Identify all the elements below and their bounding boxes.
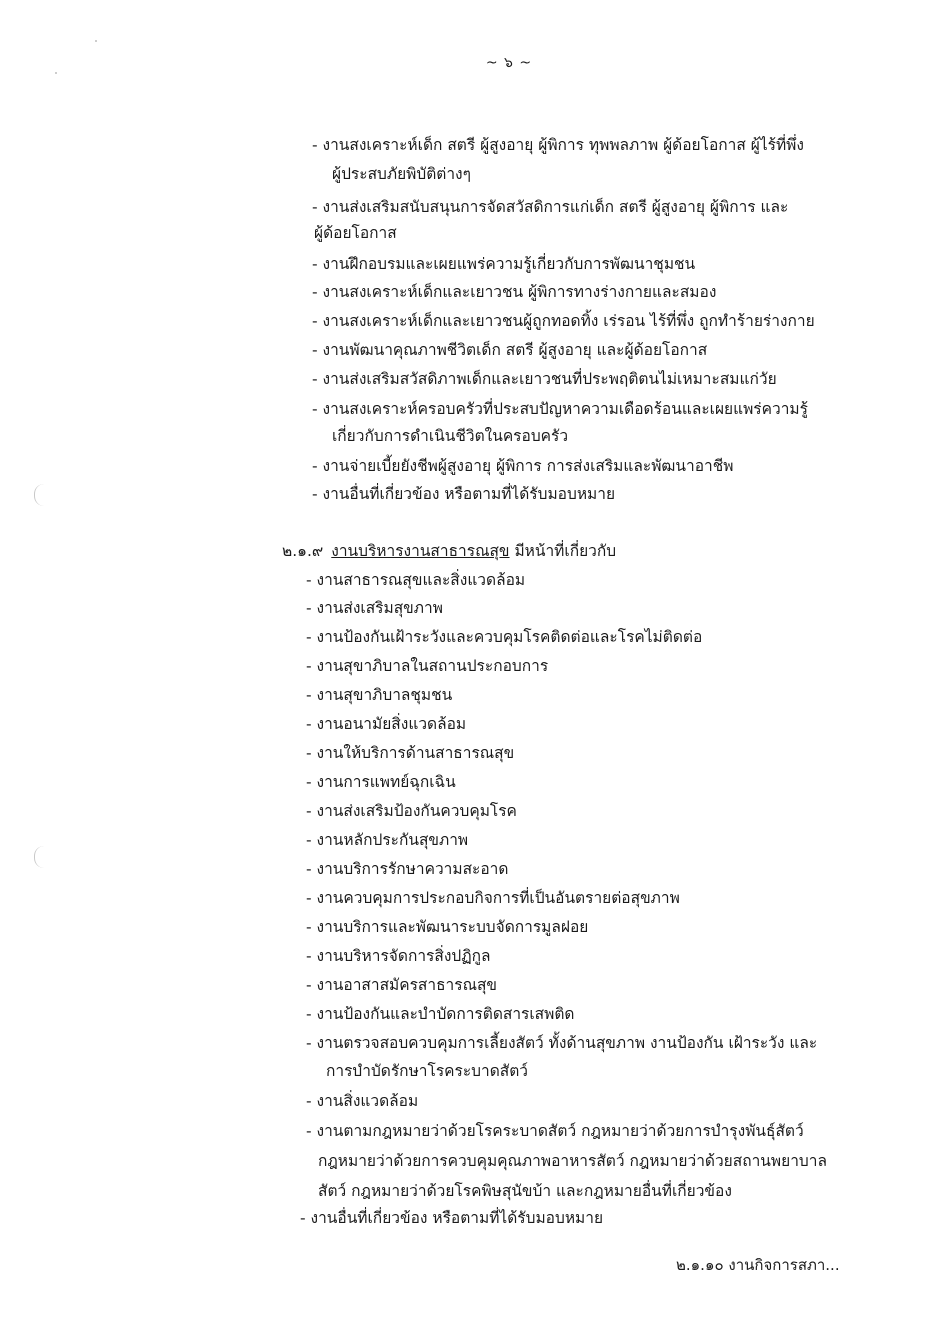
list-item: - งานสุขาภิบาลชุมชน [306, 686, 453, 704]
list-item: - งานบริหารจัดการสิ่งปฏิกูล [306, 947, 491, 965]
list-item: - งานส่งเสริมสนับสนุนการจัดสวัสดิการแก่เด็ก สตรี ผู้สูงอายุ ผู้พิการ และ [312, 198, 789, 216]
list-item: - งานสงเคราะห์ครอบครัวที่ประสบปัญหาความเดือดร้อนและเผยแพร่ความรู้ [312, 400, 808, 418]
section-title: งานบริหารงานสาธารณสุข [331, 542, 510, 560]
list-item: - งานบริการและพัฒนาระบบจัดการมูลฝอย [306, 918, 589, 936]
page-number: ~ ๖ ~ [485, 55, 533, 71]
binding-hole-mark [34, 484, 45, 506]
list-item: - งานส่งเสริมสุขภาพ [306, 599, 443, 617]
list-item: - งานหลักประกันสุขภาพ [306, 831, 469, 849]
list-item: - งานให้บริการด้านสาธารณสุข [306, 744, 515, 762]
list-item: - งานควบคุมการประกอบกิจการที่เป็นอันตรายต่อสุขภาพ [306, 889, 680, 907]
section-number: ๒.๑.๙ [282, 542, 324, 560]
list-item-continuation: กฎหมายว่าด้วยการควบคุมคุณภาพอาหารสัตว์ กฎหมายว่าด้วยสถานพยาบาล [318, 1152, 827, 1170]
list-item-continuation: ผู้ด้อยโอกาส [314, 224, 397, 242]
scan-speck [95, 40, 97, 42]
list-item: - งานสงเคราะห์เด็กและเยาวชน ผู้พิการทางร่างกายและสมอง [312, 283, 717, 301]
list-item-continuation: เกี่ยวกับการดำเนินชีวิตในครอบครัว [332, 427, 569, 445]
list-item: - งานส่งเสริมป้องกันควบคุมโรค [306, 802, 517, 820]
list-item: - งานสุขาภิบาลในสถานประกอบการ [306, 657, 549, 675]
list-item: - งานป้องกันเฝ้าระวังและควบคุมโรคติดต่อและโรคไม่ติดต่อ [306, 628, 703, 646]
list-item: - งานอนามัยสิ่งแวดล้อม [306, 715, 467, 733]
list-item: - งานฝึกอบรมและเผยแพร่ความรู้เกี่ยวกับการพัฒนาชุมชน [312, 255, 696, 273]
list-item: - งานสงเคราะห์เด็กและเยาวชนผู้ถูกทอดทิ้ง เร่รอน ไร้ที่พึ่ง ถูกทำร้ายร่างกาย [312, 312, 815, 330]
section-heading [282, 540, 616, 562]
list-item-continuation: สัตว์ กฎหมายว่าด้วยโรคพิษสุนัขบ้า และกฎหมายอื่นที่เกี่ยวข้อง [318, 1182, 732, 1200]
list-item: - งานป้องกันและบำบัดการติดสารเสพติด [306, 1005, 575, 1023]
list-item: - งานบริการรักษาความสะอาด [306, 860, 509, 878]
list-item: - งานตรวจสอบควบคุมการเลี้ยงสัตว์ ทั้งด้านสุขภาพ งานป้องกัน เฝ้าระวัง และ [306, 1034, 818, 1052]
list-item: - งานสิ่งแวดล้อม [306, 1092, 419, 1110]
list-item: - งานอื่นที่เกี่ยวข้อง หรือตามที่ได้รับมอบหมาย [312, 485, 616, 503]
list-item: - งานส่งเสริมสวัสดิภาพเด็กและเยาวชนที่ประพฤติตนไม่เหมาะสมแก่วัย [312, 370, 777, 388]
list-item: - งานตามกฎหมายว่าด้วยโรคระบาดสัตว์ กฎหมายว่าด้วยการบำรุงพันธุ์สัตว์ [306, 1122, 804, 1140]
scan-speck [55, 72, 57, 74]
list-item: - งานสาธารณสุขและสิ่งแวดล้อม [306, 571, 526, 589]
list-item: - งานจ่ายเบี้ยยังชีพผู้สูงอายุ ผู้พิการ การส่งเสริมและพัฒนาอาชีพ [312, 457, 734, 475]
list-item-continuation: การบำบัดรักษาโรคระบาดสัตว์ [326, 1062, 528, 1080]
binding-hole-mark [34, 846, 45, 868]
list-item-continuation: ผู้ประสบภัยพิบัติต่างๆ [332, 165, 471, 183]
list-item: - งานการแพทย์ฉุกเฉิน [306, 773, 456, 791]
list-item: - งานอาสาสมัครสาธารณสุข [306, 976, 498, 994]
list-item: - งานสงเคราะห์เด็ก สตรี ผู้สูงอายุ ผู้พิการ ทุพพลภาพ ผู้ด้อยโอกาส ผู้ไร้ที่พึ่ง [312, 136, 804, 154]
list-item: - งานอื่นที่เกี่ยวข้อง หรือตามที่ได้รับมอบหมาย [300, 1209, 604, 1227]
list-item: - งานพัฒนาคุณภาพชีวิตเด็ก สตรี ผู้สูงอายุ และผู้ด้อยโอกาส [312, 341, 708, 359]
next-section-footer: ๒.๑.๑๐ งานกิจการสภา... [676, 1256, 840, 1274]
section-suffix: มีหน้าที่เกี่ยวกับ [514, 542, 617, 560]
